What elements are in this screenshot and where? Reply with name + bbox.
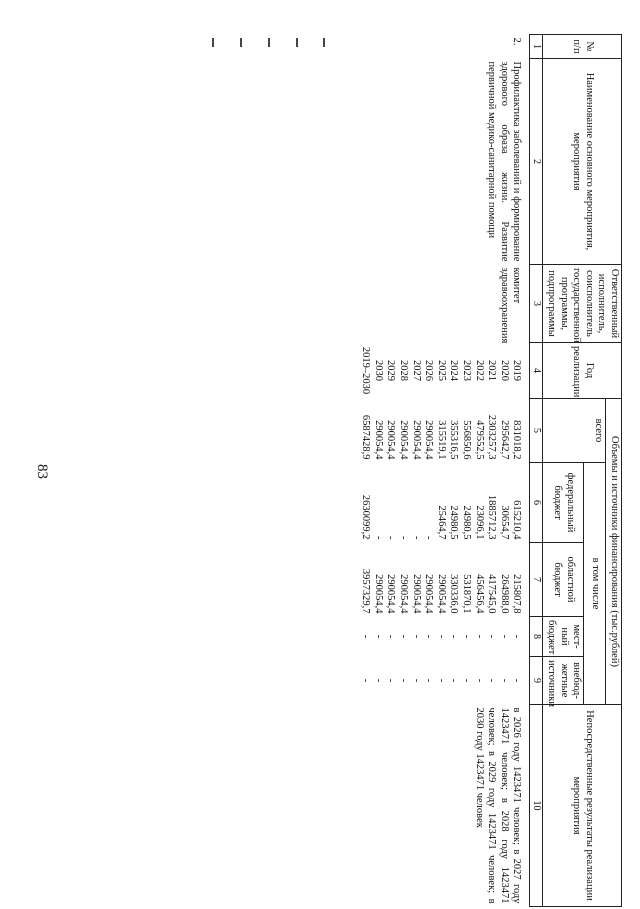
column-number: 7 [530, 543, 543, 617]
header-regional: областной бюджет [543, 543, 584, 617]
scan-mark [296, 38, 298, 47]
header-total: всего [543, 399, 606, 463]
row-executor: комитет здравоохранения [498, 267, 523, 344]
row-number: 2. [511, 37, 523, 46]
column-number: 2 [530, 59, 543, 265]
column-number-row [530, 35, 543, 907]
row-federal: 615210,4 30654,7 1885712,3 23096,1 24980,5 24980,5 25464,7 - - - - - 2630099,2 [360, 494, 523, 540]
row-offbudget: - - - - - - - - - - - - - [360, 678, 523, 683]
header-year: Год реализации [543, 343, 622, 399]
header-executor: Ответственный исполнитель, соисполнитель государственной программы, подпрограммы [543, 265, 622, 343]
header-offbudget: внебюд-жетные источники [543, 657, 584, 705]
column-number: 1 [530, 35, 543, 59]
row-results: в 2026 году 1423471 человек; в 2027 году 1423471 человек; в 2028 году 1423471 человек; в 2029 году 1423471 человек; в 2030 году 1423471 человек [473, 707, 523, 904]
header-local: мест-ный бюджет [543, 617, 584, 657]
row-total: 831018,2 295642,7 2303257,3 479552,5 556850,6 355316,5 315519,1 290054,4 290054,4 290054,4 290054,4 290054,4 6587428,9 [360, 414, 523, 460]
rotated-page-content [12, 34, 622, 906]
column-number: 10 [530, 705, 543, 907]
row-regional: 215807,8 264988,0 417545,0 456456,4 531870,1 330336,0 290054,4 290054,4 290054,4 290054,4 290054,4 290054,4 3957329,7 [360, 568, 523, 614]
column-number: 9 [530, 657, 543, 705]
scan-mark [323, 38, 325, 47]
scan-mark [268, 38, 270, 47]
table-row [358, 35, 530, 907]
column-number: 4 [530, 343, 543, 399]
column-number: 6 [530, 463, 543, 543]
scan-mark [240, 38, 242, 47]
header-including: в том числе [584, 463, 606, 705]
header-volume-group: Объемы и источники финансирования (тыс.рублей) [606, 399, 622, 705]
row-local: - - - - - - - - - - - - - [360, 634, 523, 639]
header-num: № п/п [543, 35, 622, 59]
header-federal: федеральный бюджет [543, 463, 584, 543]
column-number: 3 [530, 265, 543, 343]
header-name: Наименование основного мероприятия, мероприятия [543, 59, 622, 265]
row-name: Профилактика заболеваний и формирование здорового образа жизни. Развитие первичной медико-санитарной помощи [486, 61, 523, 262]
scan-mark [212, 38, 214, 47]
row-years: 2019 2020 2021 2022 2023 2024 2025 2026 2027 2028 2029 2030 2019–2030 [360, 346, 523, 395]
header-results: Непосредственные результаты реализации мероприятия [543, 705, 622, 907]
page-number: 83 [34, 464, 50, 479]
financing-table [358, 34, 622, 907]
column-number: 8 [530, 617, 543, 657]
column-number: 5 [530, 399, 543, 463]
